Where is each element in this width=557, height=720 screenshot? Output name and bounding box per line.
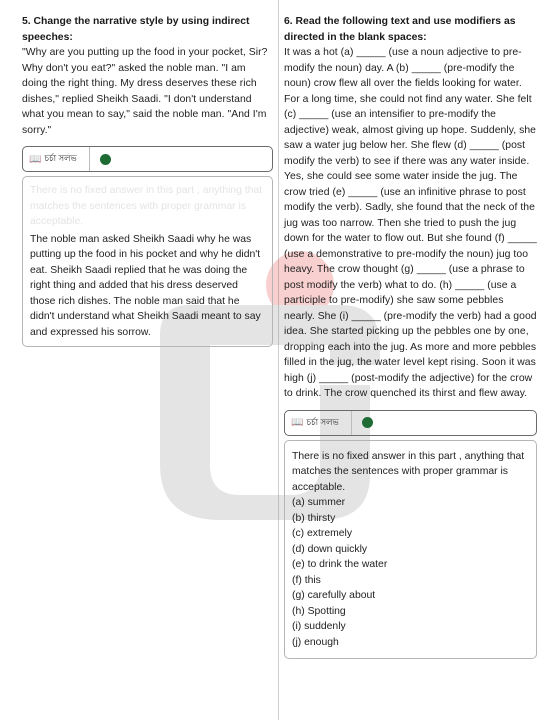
- list-item: (d) down quickly: [292, 543, 368, 555]
- bar-separator: [351, 411, 352, 435]
- question-5-column: [22, 14, 273, 347]
- question-5-title: 5. Change the narrative style by using indirect speeches:: [22, 16, 250, 43]
- answer-note: There is no fixed answer in this part , anything that matches the sentences with proper grammar is acceptable.: [30, 185, 263, 227]
- status-dot-icon: [100, 154, 111, 165]
- list-item: (c) extremely: [292, 528, 353, 539]
- status-dot-icon: [362, 417, 373, 428]
- answer-note: There is no fixed answer in this part , anything that matches the sentences with proper grammar is acceptable.: [292, 450, 525, 493]
- solution-bar[interactable]: [22, 146, 273, 172]
- solution-label: চর্চা সলভ: [44, 153, 77, 163]
- list-item: (f) this: [292, 574, 321, 586]
- answer-text: The noble man asked Sheikh Saadi why he was putting up the food in his pocket and why he didn't eat. Sheikh Saadi replied that he was doing the right thing and added that his dress deserved those rich dishes. The noble man said that he didn't understand what Sheikh Saadi meant to say and expressed his sorrow.: [30, 233, 261, 338]
- bar-separator: [89, 147, 90, 171]
- answer-box: [22, 176, 273, 347]
- list-item: (j) enough: [292, 636, 339, 648]
- solution-label: চর্চা সলভ: [306, 416, 339, 427]
- question-6-title: 6. Read the following text and use modifiers as directed in the blank spaces:: [284, 16, 516, 43]
- list-item: (g) carefully about: [292, 590, 376, 601]
- answer-box: [284, 440, 537, 660]
- column-divider: [278, 0, 279, 720]
- book-icon: 📖: [29, 153, 42, 165]
- list-item: (b) thirsty: [292, 512, 336, 524]
- question-6-column: [284, 14, 537, 659]
- list-item: (i) suddenly: [292, 621, 346, 632]
- book-icon: 📖: [291, 417, 304, 428]
- answer-list: [292, 495, 529, 650]
- list-item: (a) summer: [292, 497, 346, 508]
- question-6-text: It was a hot (a) _____ (use a noun adjective to pre-modify the noun) day. A (b) _____ (pre-modify the noun) crow flew all over the fields looking for water. For a long time, she could not find any water. She felt (c) _____ (use an intensifier to pre-modify the adjective) weak, almost giving up hope. Suddenly, she saw a water jug below her. She flew (d) _____ (post modify the verb) to see if there was any water inside. Yes, she could see some water inside the jug. The crow tried (e) _____ (use an infinitive phrase to post modify the verb). Sadly, she found that the neck of the jug was too narrow. Then she tried to push the jug down for the water to flow out. But she found (f) _____ (use a demonstrative to pre-modify the noun) jug too heavy. The crow thought (g) _____ (use a phrase to post modify the verb) what to do. (h) _____ (use a participle to pre-modify) she saw some pebbles nearly. She (i) _____ (pre-modify the verb) had a good idea. She started picking up the pebbles one by one, dropping each into the jug. As more and more pebbles filled in the jug, the water level kept rising. Soon it was high (j) _____ (post-modify the adjective) for the crow to drink. The crow quenched its thirst and flew away.: [284, 47, 537, 399]
- solution-bar[interactable]: [284, 410, 537, 436]
- list-item: (h) Spotting: [292, 605, 346, 617]
- question-5-text: "Why are you putting up the food in your pocket, Sir? Why don't you eat?" asked the noble man. "I am doing the right thing. My dress deserves these rich dishes," replied Sheikh Saadi. "I don't understand what you mean to say," said the noble man. "And I'm sorry.": [22, 47, 268, 136]
- list-item: (e) to drink the water: [292, 559, 388, 570]
